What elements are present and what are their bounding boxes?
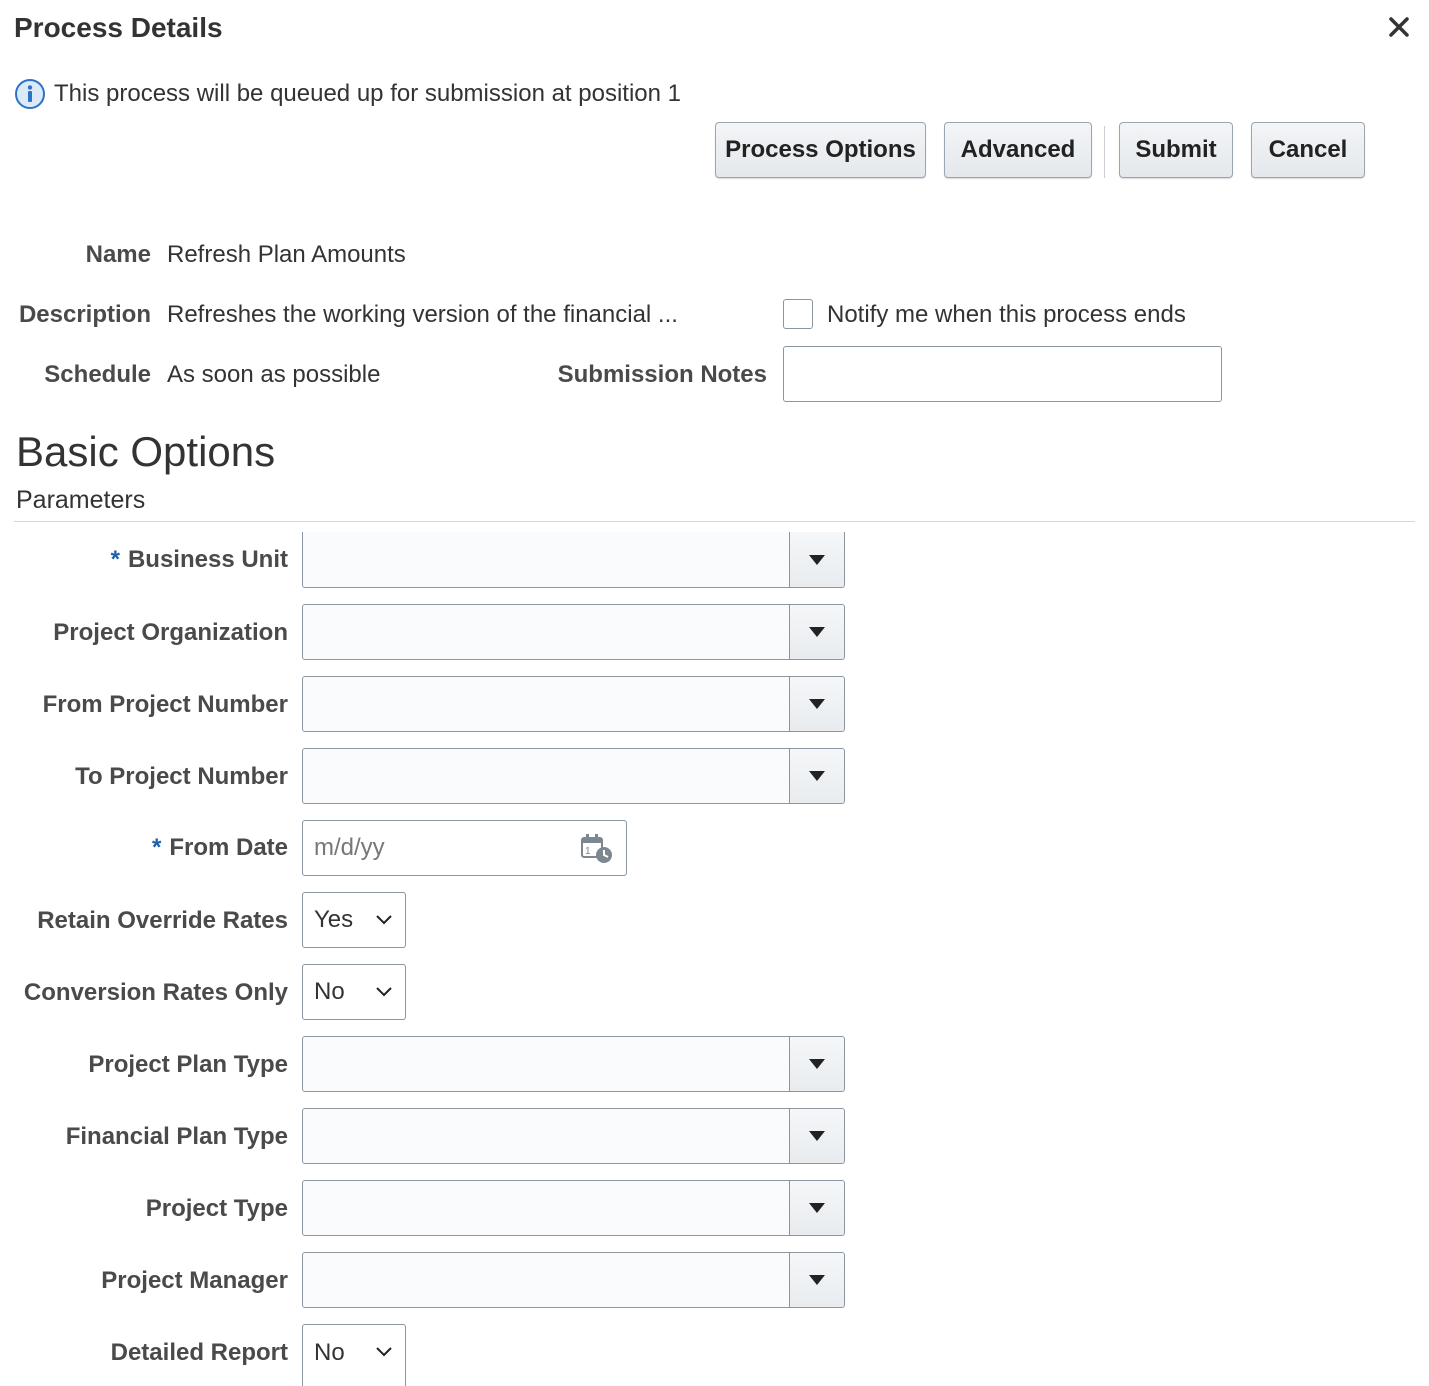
toolbar-separator [1104,126,1105,178]
conversion-rates-only-label: Conversion Rates Only [23,979,288,1006]
from-project-number-input[interactable] [303,677,789,731]
name-label: Name [85,241,151,268]
required-marker: * [151,834,162,861]
financial-plan-type-label: Financial Plan Type [65,1123,288,1150]
retain-override-rates-value: Yes [314,906,354,933]
to-project-number-dropdown[interactable] [789,749,844,803]
submission-notes-label: Submission Notes [557,361,767,388]
conversion-rates-only-select[interactable] [302,964,406,1020]
notify-checkbox[interactable] [783,299,813,329]
project-plan-type-combo[interactable] [302,1036,845,1092]
schedule-value: As soon as possible [167,361,381,388]
dropdown-arrow-icon [809,1059,825,1069]
to-project-number-combo[interactable] [302,748,845,804]
from-project-number-dropdown[interactable] [789,677,844,731]
detailed-report-label: Detailed Report [110,1339,288,1366]
info-message [14,78,681,110]
parameters-subheading: Parameters [16,486,146,514]
description-label: Description [18,301,151,328]
close-icon[interactable] [1384,12,1414,42]
dialog-title: Process Details [14,12,223,43]
from-project-number-label: From Project Number [42,691,288,718]
conversion-rates-only-value: No [314,978,345,1005]
project-type-input[interactable] [303,1181,789,1235]
chevron-down-icon [375,1345,393,1359]
from-project-number-combo[interactable] [302,676,845,732]
project-manager-dropdown[interactable] [789,1253,844,1307]
project-organization-combo[interactable] [302,604,845,660]
financial-plan-type-input[interactable] [303,1109,789,1163]
from-date-label-text: From Date [169,834,288,861]
to-project-number-input[interactable] [303,749,789,803]
from-date-placeholder: m/d/yy [314,834,385,861]
project-plan-type-dropdown[interactable] [789,1037,844,1091]
project-plan-type-input[interactable] [303,1037,789,1091]
dropdown-arrow-icon [809,771,825,781]
chevron-down-icon [375,913,393,927]
process-options-button[interactable]: Process Options [715,122,926,178]
dropdown-arrow-icon [809,555,825,565]
project-plan-type-label: Project Plan Type [88,1051,288,1078]
divider [14,521,1415,522]
dropdown-arrow-icon [809,1131,825,1141]
from-date-input[interactable] [302,820,627,876]
project-manager-label: Project Manager [101,1267,288,1294]
financial-plan-type-combo[interactable] [302,1108,845,1164]
info-icon [14,78,46,110]
dropdown-arrow-icon [809,627,825,637]
business-unit-label-text: Business Unit [127,546,288,573]
svg-text:1: 1 [585,846,591,857]
basic-options-heading: Basic Options [16,428,276,475]
business-unit-dropdown[interactable] [789,532,844,587]
notify-label: Notify me when this process ends [827,301,1186,328]
business-unit-input[interactable] [303,532,789,587]
advanced-button[interactable]: Advanced [944,122,1092,178]
to-project-number-label: To Project Number [75,763,288,790]
project-type-dropdown[interactable] [789,1181,844,1235]
project-type-label: Project Type [145,1195,288,1222]
business-unit-label [111,546,288,574]
dropdown-arrow-icon [809,1203,825,1213]
detailed-report-select[interactable] [302,1324,406,1386]
business-unit-combo[interactable] [302,532,845,588]
project-organization-dropdown[interactable] [789,605,844,659]
chevron-down-icon [375,985,393,999]
financial-plan-type-dropdown[interactable] [789,1109,844,1163]
cancel-button[interactable]: Cancel [1251,122,1365,178]
retain-override-rates-select[interactable] [302,892,406,948]
dropdown-arrow-icon [809,1275,825,1285]
from-date-label [152,834,288,862]
description-value: Refreshes the working version of the financial ... [167,301,678,328]
project-organization-input[interactable] [303,605,789,659]
dropdown-arrow-icon [809,699,825,709]
info-message-text: This process will be queued up for submission at position 1 [54,80,681,107]
submission-notes-input[interactable] [783,346,1222,402]
project-manager-combo[interactable] [302,1252,845,1308]
project-manager-input[interactable] [303,1253,789,1307]
retain-override-rates-label: Retain Override Rates [37,907,288,934]
name-value: Refresh Plan Amounts [167,241,406,268]
project-type-combo[interactable] [302,1180,845,1236]
calendar-icon[interactable] [580,833,614,865]
required-marker: * [110,546,120,573]
project-organization-label: Project Organization [53,619,288,646]
detailed-report-value: No [314,1338,345,1366]
submit-button[interactable]: Submit [1119,122,1233,178]
schedule-label: Schedule [44,361,151,388]
